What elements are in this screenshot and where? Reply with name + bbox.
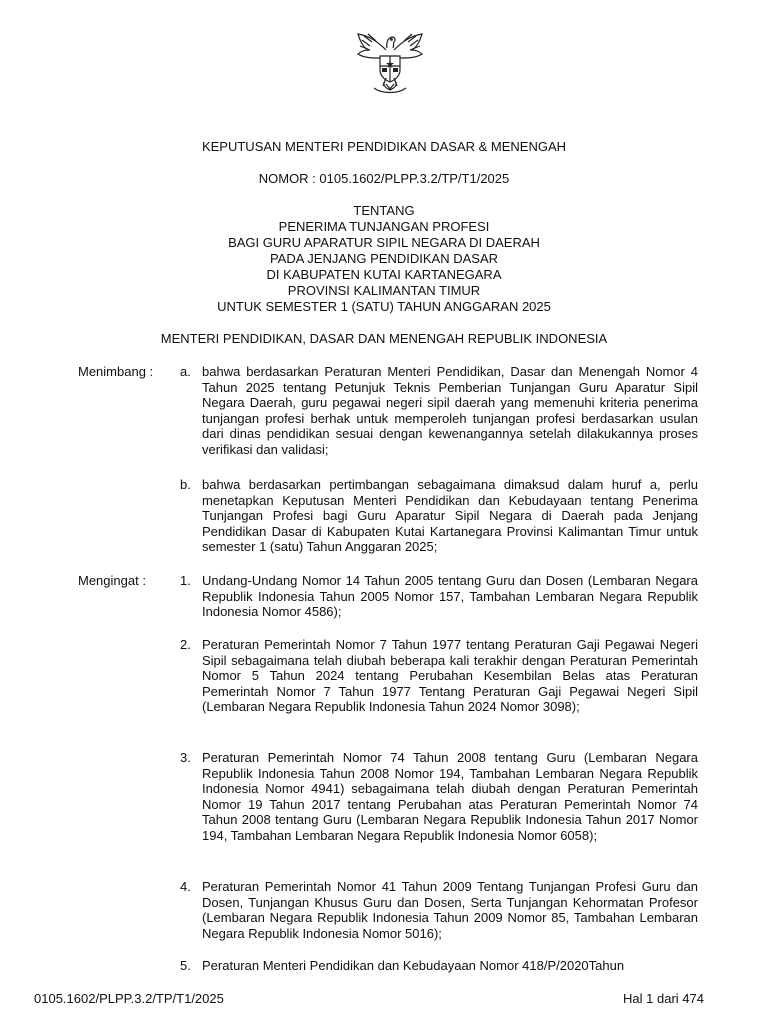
- mengingat-item-3: [180, 750, 698, 844]
- mengingat-label: Mengingat :: [78, 573, 146, 588]
- minister-heading: MENTERI PENDIDIKAN, DASAR DAN MENENGAH REPUBLIK INDONESIA: [160, 331, 608, 346]
- garuda-emblem-icon: [350, 28, 430, 96]
- subject-line: PADA JENJANG PENDIDIKAN DASAR: [269, 251, 499, 266]
- subject-line: DI KABUPATEN KUTAI KARTANEGARA: [266, 267, 502, 282]
- menimbang-item-b: [180, 477, 698, 555]
- mengingat-item-4: [180, 879, 698, 941]
- item-marker: 5.: [180, 958, 191, 973]
- document-title: KEPUTUSAN MENTERI PENDIDIKAN DASAR & MENENGAH: [201, 139, 567, 154]
- mengingat-item-5: [180, 958, 698, 974]
- subject-line: PROVINSI KALIMANTAN TIMUR: [287, 283, 481, 298]
- item-marker: 2.: [180, 637, 191, 652]
- item-text: Peraturan Pemerintah Nomor 74 Tahun 2008 tentang Guru (Lembaran Negara Republik Indonesia Tahun 2008 Nomor 194, Tambahan Lembaran Negara Republik Indonesia Nomor 4941) sebagaimana telah diubah dengan Peraturan Pemerintah Nomor 19 Tahun 2017 tentang Perubahan atas Peraturan Pemerintah Nomor 74 Tahun 2008 tentang Guru (Lembaran Negara Republik Indonesia Tahun 2017 Nomor 194, Tambahan Lembaran Negara Republik Indonesia Nomor 6058);: [202, 750, 698, 843]
- subject-line: UNTUK SEMESTER 1 (SATU) TAHUN ANGGARAN 2025: [217, 299, 551, 314]
- footer-page-number: Hal 1 dari 474: [623, 991, 704, 1006]
- footer-doc-number: 0105.1602/PLPP.3.2/TP/T1/2025: [34, 991, 224, 1006]
- subject-line: TENTANG: [353, 203, 415, 218]
- subject-line: PENERIMA TUNJANGAN PROFESI: [278, 219, 490, 234]
- menimbang-label: Menimbang :: [78, 364, 154, 379]
- item-marker: 4.: [180, 879, 191, 894]
- mengingat-item-2: [180, 637, 698, 715]
- item-text: Peraturan Pemerintah Nomor 7 Tahun 1977 tentang Peraturan Gaji Pegawai Negeri Sipil sebagaimana telah diubah beberapa kali terakhir dengan Peraturan Pemerintah Nomor 5 Tahun 2024 tentang Perubahan Kesembilan Belas atas Peraturan Pemerintah Nomor 7 Tahun 1977 Tentang Peraturan Gaji Pegawai Negeri Sipil (Lembaran Negara Republik Indonesia Tahun 2024 Nomor 3098);: [202, 637, 698, 715]
- item-marker: 3.: [180, 750, 191, 765]
- item-marker: a.: [180, 364, 191, 379]
- mengingat-item-1: [180, 573, 698, 620]
- subject-line: BAGI GURU APARATUR SIPIL NEGARA DI DAERAH: [228, 235, 540, 250]
- menimbang-item-a: [180, 364, 698, 458]
- item-text: Peraturan Pemerintah Nomor 41 Tahun 2009 Tentang Tunjangan Profesi Guru dan Dosen, Tunjangan Khusus Guru dan Dosen, Serta Tunjangan Kehormatan Profesor (Lembaran Negara Republik Indonesia Tahun 2009 Nomor 85, Tambahan Lembaran Negara Republik Indonesia Nomor 5016);: [202, 879, 698, 941]
- document-number: NOMOR : 0105.1602/PLPP.3.2/TP/T1/2025: [258, 171, 510, 186]
- item-marker: 1.: [180, 573, 191, 588]
- item-text: bahwa berdasarkan Peraturan Menteri Pendidikan, Dasar dan Menengah Nomor 4 Tahun 2025 tentang Petunjuk Teknis Pemberian Tunjangan Guru Aparatur Sipil Negara Daerah, guru pegawai negeri sipil daerah yang memenuhi kriteria penerima tunjangan profesi berhak untuk memperoleh tunjangan profesi berdasarkan usulan dari dinas pendidikan sesuai dengan kewenangannya setelah dilakukannya proses verifikasi dan validasi;: [202, 364, 698, 457]
- item-text: bahwa berdasarkan pertimbangan sebagaimana dimaksud dalam huruf a, perlu menetapkan Keputusan Menteri Pendidikan dan Kebudayaan tentang Penerima Tunjangan Profesi bagi Guru Aparatur Sipil Negara di Daerah pada Jenjang Pendidikan Dasar di Kabupaten Kutai Kartanegara Provinsi Kalimantan Timur untuk semester 1 (satu) Tahun Anggaran 2025;: [202, 477, 698, 555]
- document-subject: [0, 203, 768, 315]
- item-text: Undang-Undang Nomor 14 Tahun 2005 tentang Guru dan Dosen (Lembaran Negara Republik Indonesia Tahun 2005 Nomor 157, Tambahan Lembaran Negara Republik Indonesia Nomor 4586);: [202, 573, 698, 620]
- item-text: Peraturan Menteri Pendidikan dan Kebudayaan Nomor 418/P/2020Tahun: [202, 958, 625, 973]
- item-marker: b.: [180, 477, 191, 492]
